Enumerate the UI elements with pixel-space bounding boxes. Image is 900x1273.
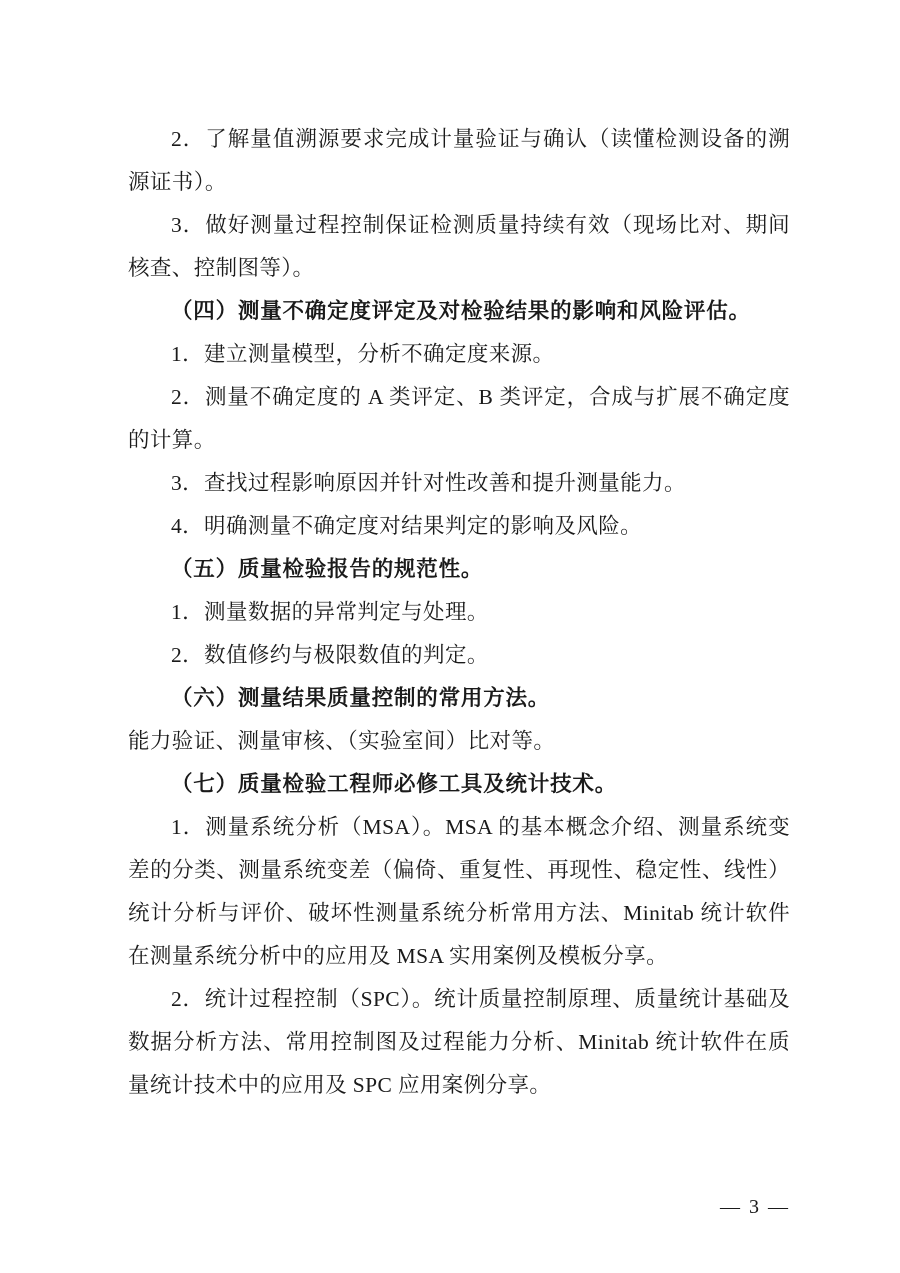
page-number: — 3 — xyxy=(720,1196,790,1218)
paragraph-item-4-risk-of-decision: 4．明确测量不确定度对结果判定的影响及风险。 xyxy=(171,514,643,538)
paragraph-item-1-msa: 1．测量系统分析（MSA）。MSA 的基本概念介绍、测量系统变差的分类、测量系统变差（偏倚、重复性、再现性、稳定性、线性）统计分析与评价、破坏性测量系统分析常用方法、Minitab 统计软件在测量系统分析中的应用及 MSA 实用案例及模板分享。 xyxy=(128,815,790,968)
heading-section-five: （五）质量检验报告的规范性。 xyxy=(171,557,484,581)
heading-section-seven: （七）质量检验工程师必修工具及统计技术。 xyxy=(171,772,618,796)
paragraph-quality-control-methods: 能力验证、测量审核、（实验室间）比对等。 xyxy=(128,729,556,753)
paragraph-item-1-measurement-model: 1．建立测量模型，分析不确定度来源。 xyxy=(171,342,555,366)
document-body xyxy=(128,118,790,1107)
paragraph-item-2-uncertainty-evaluation: 2．测量不确定度的 A 类评定、B 类评定，合成与扩展不确定度的计算。 xyxy=(128,385,790,452)
paragraph-item-2-spc: 2．统计过程控制（SPC）。统计质量控制原理、质量统计基础及数据分析方法、常用控制图及过程能力分析、Minitab 统计软件在质量统计技术中的应用及 SPC 应用案例分享。 xyxy=(128,987,790,1097)
paragraph-item-3-process-control: 3．做好测量过程控制保证检测质量持续有效（现场比对、期间核查、控制图等）。 xyxy=(128,213,790,280)
paragraph-item-2-rounding: 2．数值修约与极限数值的判定。 xyxy=(171,643,489,667)
paragraph-item-1-abnormal-data: 1．测量数据的异常判定与处理。 xyxy=(171,600,489,624)
heading-section-six: （六）测量结果质量控制的常用方法。 xyxy=(171,686,551,710)
heading-section-four: （四）测量不确定度评定及对检验结果的影响和风险评估。 xyxy=(171,299,751,323)
paragraph-item-2-traceability: 2．了解量值溯源要求完成计量验证与确认（读懂检测设备的溯源证书）。 xyxy=(128,127,790,194)
paragraph-item-3-improve-capability: 3．查找过程影响原因并针对性改善和提升测量能力。 xyxy=(171,471,686,495)
